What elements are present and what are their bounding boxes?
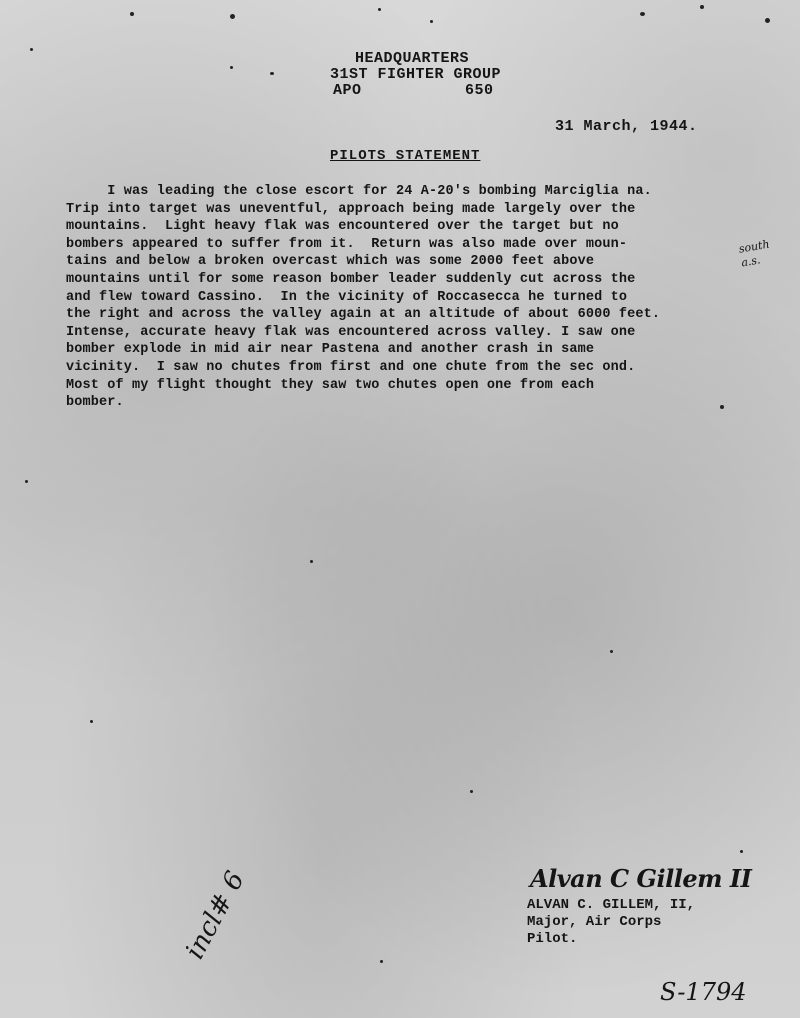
speck <box>765 18 770 23</box>
body-line: Most of my flight thought they saw two chutes open one from each <box>66 377 595 393</box>
body-line: the right and across the valley again at an altitude of about 6000 feet. <box>66 307 661 323</box>
body-line: I was leading the close escort for 24 A-20's bombing Marciglia na. <box>66 184 652 199</box>
body-line: and flew toward Cassino. In the vicinity of Roccasecca he turned to <box>66 289 628 305</box>
speck <box>25 480 28 483</box>
body-line: bomber. <box>66 395 124 411</box>
body-line: vicinity. I saw no chutes from first and one chute from the sec ond. <box>66 359 636 375</box>
document-title: PILOTS STATEMENT <box>330 148 481 164</box>
speck <box>640 12 645 16</box>
speck <box>90 720 93 723</box>
body-line: mountains until for some reason bomber leader suddenly cut across the <box>66 271 636 287</box>
signatory-name: ALVAN C. GILLEM, II, <box>527 897 696 913</box>
speck <box>378 8 381 11</box>
header-apo: APO <box>333 82 362 99</box>
speck <box>30 48 33 51</box>
signatory-rank: Major, Air Corps <box>527 914 662 930</box>
signature-block <box>527 897 695 948</box>
body-line: bomber explode in mid air near Pastena and another crash in same <box>66 342 595 358</box>
header-apo-number: 650 <box>465 82 494 99</box>
handwritten-file-number: S-1794 <box>660 978 747 1006</box>
speck <box>430 20 433 23</box>
speck <box>700 5 704 9</box>
margin-note-line: a.s. <box>740 253 762 270</box>
speck <box>610 650 613 653</box>
speck <box>740 850 743 853</box>
speck <box>130 12 134 16</box>
header-headquarters: HEADQUARTERS <box>355 50 470 67</box>
speck <box>470 790 473 793</box>
signatory-role: Pilot. <box>527 931 578 947</box>
body-line: Trip into target was uneventful, approach being made largely over the <box>66 201 636 217</box>
speck <box>230 66 233 69</box>
body-line: tains and below a broken overcast which was some 2000 feet above <box>66 254 595 270</box>
document-date: 31 March, 1944. <box>555 118 698 135</box>
handwritten-signature: Alvan C Gillem II <box>530 864 752 893</box>
statement-body <box>66 183 766 412</box>
body-line: mountains. Light heavy flak was encountered over the target but no <box>66 219 619 235</box>
header-group: 31ST FIGHTER GROUP <box>330 66 502 83</box>
margin-handwritten-note <box>738 238 773 271</box>
speck <box>270 72 274 75</box>
speck <box>310 560 313 563</box>
body-line: bombers appeared to suffer from it. Return was also made over moun- <box>66 236 628 252</box>
handwritten-inclosure-note: incl# 6 <box>180 866 251 965</box>
margin-note-line: south <box>737 237 771 256</box>
speck <box>380 960 383 963</box>
body-line: Intense, accurate heavy flak was encountered across valley. I saw one <box>66 324 636 340</box>
speck <box>230 14 235 19</box>
